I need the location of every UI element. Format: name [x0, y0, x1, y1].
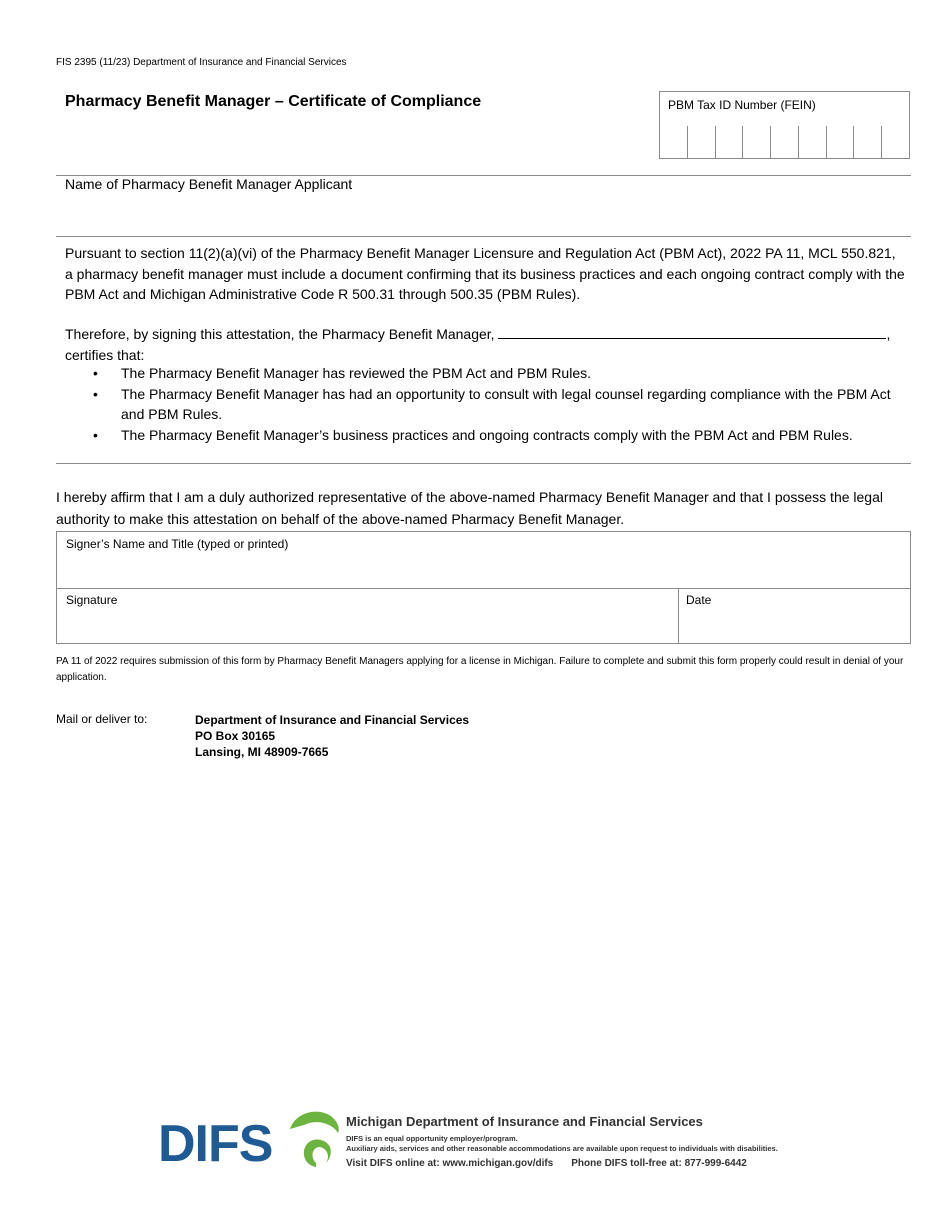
footer-eeo-text: DIFS is an equal opportunity employer/program.	[346, 1134, 518, 1143]
list-item-text: The Pharmacy Benefit Manager’s business practices and ongoing contracts comply with the PBM Act and PBM Rules.	[121, 426, 853, 443]
signature-field[interactable]	[57, 588, 678, 643]
fein-box	[659, 91, 910, 159]
mailing-address	[195, 712, 469, 760]
footer-phone: Phone DIFS toll-free at: 877-999-6442	[571, 1158, 747, 1169]
fein-digit-field[interactable]	[687, 126, 715, 158]
attestation-paragraph	[65, 324, 905, 365]
footer-contact	[346, 1158, 747, 1169]
submission-note: PA 11 of 2022 requires submission of this form by Pharmacy Benefit Managers applying for a license in Michigan. Failure to complete and submit this form properly could result in denial of your application.	[56, 656, 904, 683]
bullet-icon: •	[93, 385, 98, 402]
signature-row	[57, 588, 910, 643]
certification-list	[65, 363, 905, 445]
address-line: Department of Insurance and Financial Services	[195, 713, 470, 727]
fein-digit-field[interactable]	[853, 126, 881, 158]
list-item-text: The Pharmacy Benefit Manager has reviewed the PBM Act and PBM Rules.	[121, 365, 592, 381]
divider	[56, 236, 911, 237]
divider	[56, 463, 911, 464]
address-line: Lansing, MI 48909-7665	[195, 745, 329, 759]
list-item	[93, 363, 905, 384]
signature-label: Signature	[66, 593, 118, 607]
fein-digit-field[interactable]	[798, 126, 826, 158]
list-item	[93, 384, 905, 425]
affirmation-text: I hereby affirm that I am a duly authorized representative of the above-named Pharmacy Benefit Manager and that I possess the legal authority to make this attestation on behalf of the above-named Pharmacy Benefit Manager.	[56, 489, 883, 527]
pbm-name-blank[interactable]	[498, 326, 886, 339]
difs-logo-leaf-icon	[286, 1107, 342, 1171]
bullet-icon: •	[93, 426, 98, 443]
applicant-name-label: Name of Pharmacy Benefit Manager Applicant	[65, 176, 353, 192]
list-item	[93, 425, 905, 446]
footer-website: Visit DIFS online at: www.michigan.gov/difs	[346, 1158, 554, 1169]
date-label: Date	[686, 593, 712, 607]
attestation-suffix: , certifies that:	[65, 326, 891, 363]
footer-title: Michigan Department of Insurance and Financial Services	[346, 1114, 703, 1129]
signature-table	[56, 531, 911, 644]
applicant-name-field[interactable]	[56, 196, 911, 234]
fein-digit-field[interactable]	[742, 126, 770, 158]
statute-paragraph: Pursuant to section 11(2)(a)(vi) of the Pharmacy Benefit Manager Licensure and Regulation Act (PBM Act), 2022 PA 11, MCL 550.821, a pharmacy benefit manager must include a document confirming that its business practices and each ongoing contract comply with the PBM Act and Michigan Administrative Code R 500.31 through 500.35 (PBM Rules).	[65, 245, 905, 302]
fein-digit-field[interactable]	[660, 126, 687, 158]
fein-digit-field[interactable]	[881, 126, 909, 158]
fein-digit-field[interactable]	[770, 126, 798, 158]
list-item-text: The Pharmacy Benefit Manager has had an opportunity to consult with legal counsel regarding compliance with the PBM Act and PBM Rules.	[121, 385, 891, 422]
date-field[interactable]	[679, 588, 911, 643]
attestation-prefix: Therefore, by signing this attestation, the Pharmacy Benefit Manager,	[65, 326, 495, 342]
fein-digit-field[interactable]	[715, 126, 743, 158]
footer-accommodations-text: Auxiliary aids, services and other reasonable accommodations are available upon request to individuals with disabilities.	[346, 1144, 778, 1153]
fein-label: PBM Tax ID Number (FEIN)	[668, 98, 816, 112]
signer-name-label: Signer’s Name and Title (typed or printed)	[66, 537, 289, 551]
mail-label: Mail or deliver to:	[56, 712, 148, 726]
address-line: PO Box 30165	[195, 729, 276, 743]
page-title: Pharmacy Benefit Manager – Certificate of Compliance	[65, 93, 482, 110]
form-id: FIS 2395 (11/23) Department of Insurance and Financial Services	[56, 57, 347, 68]
difs-logo-text: DIFS	[158, 1115, 273, 1173]
bullet-icon: •	[93, 365, 98, 381]
signer-name-field[interactable]	[57, 532, 910, 589]
fein-cells	[660, 126, 909, 158]
fein-digit-field[interactable]	[826, 126, 854, 158]
footer	[158, 1107, 808, 1177]
